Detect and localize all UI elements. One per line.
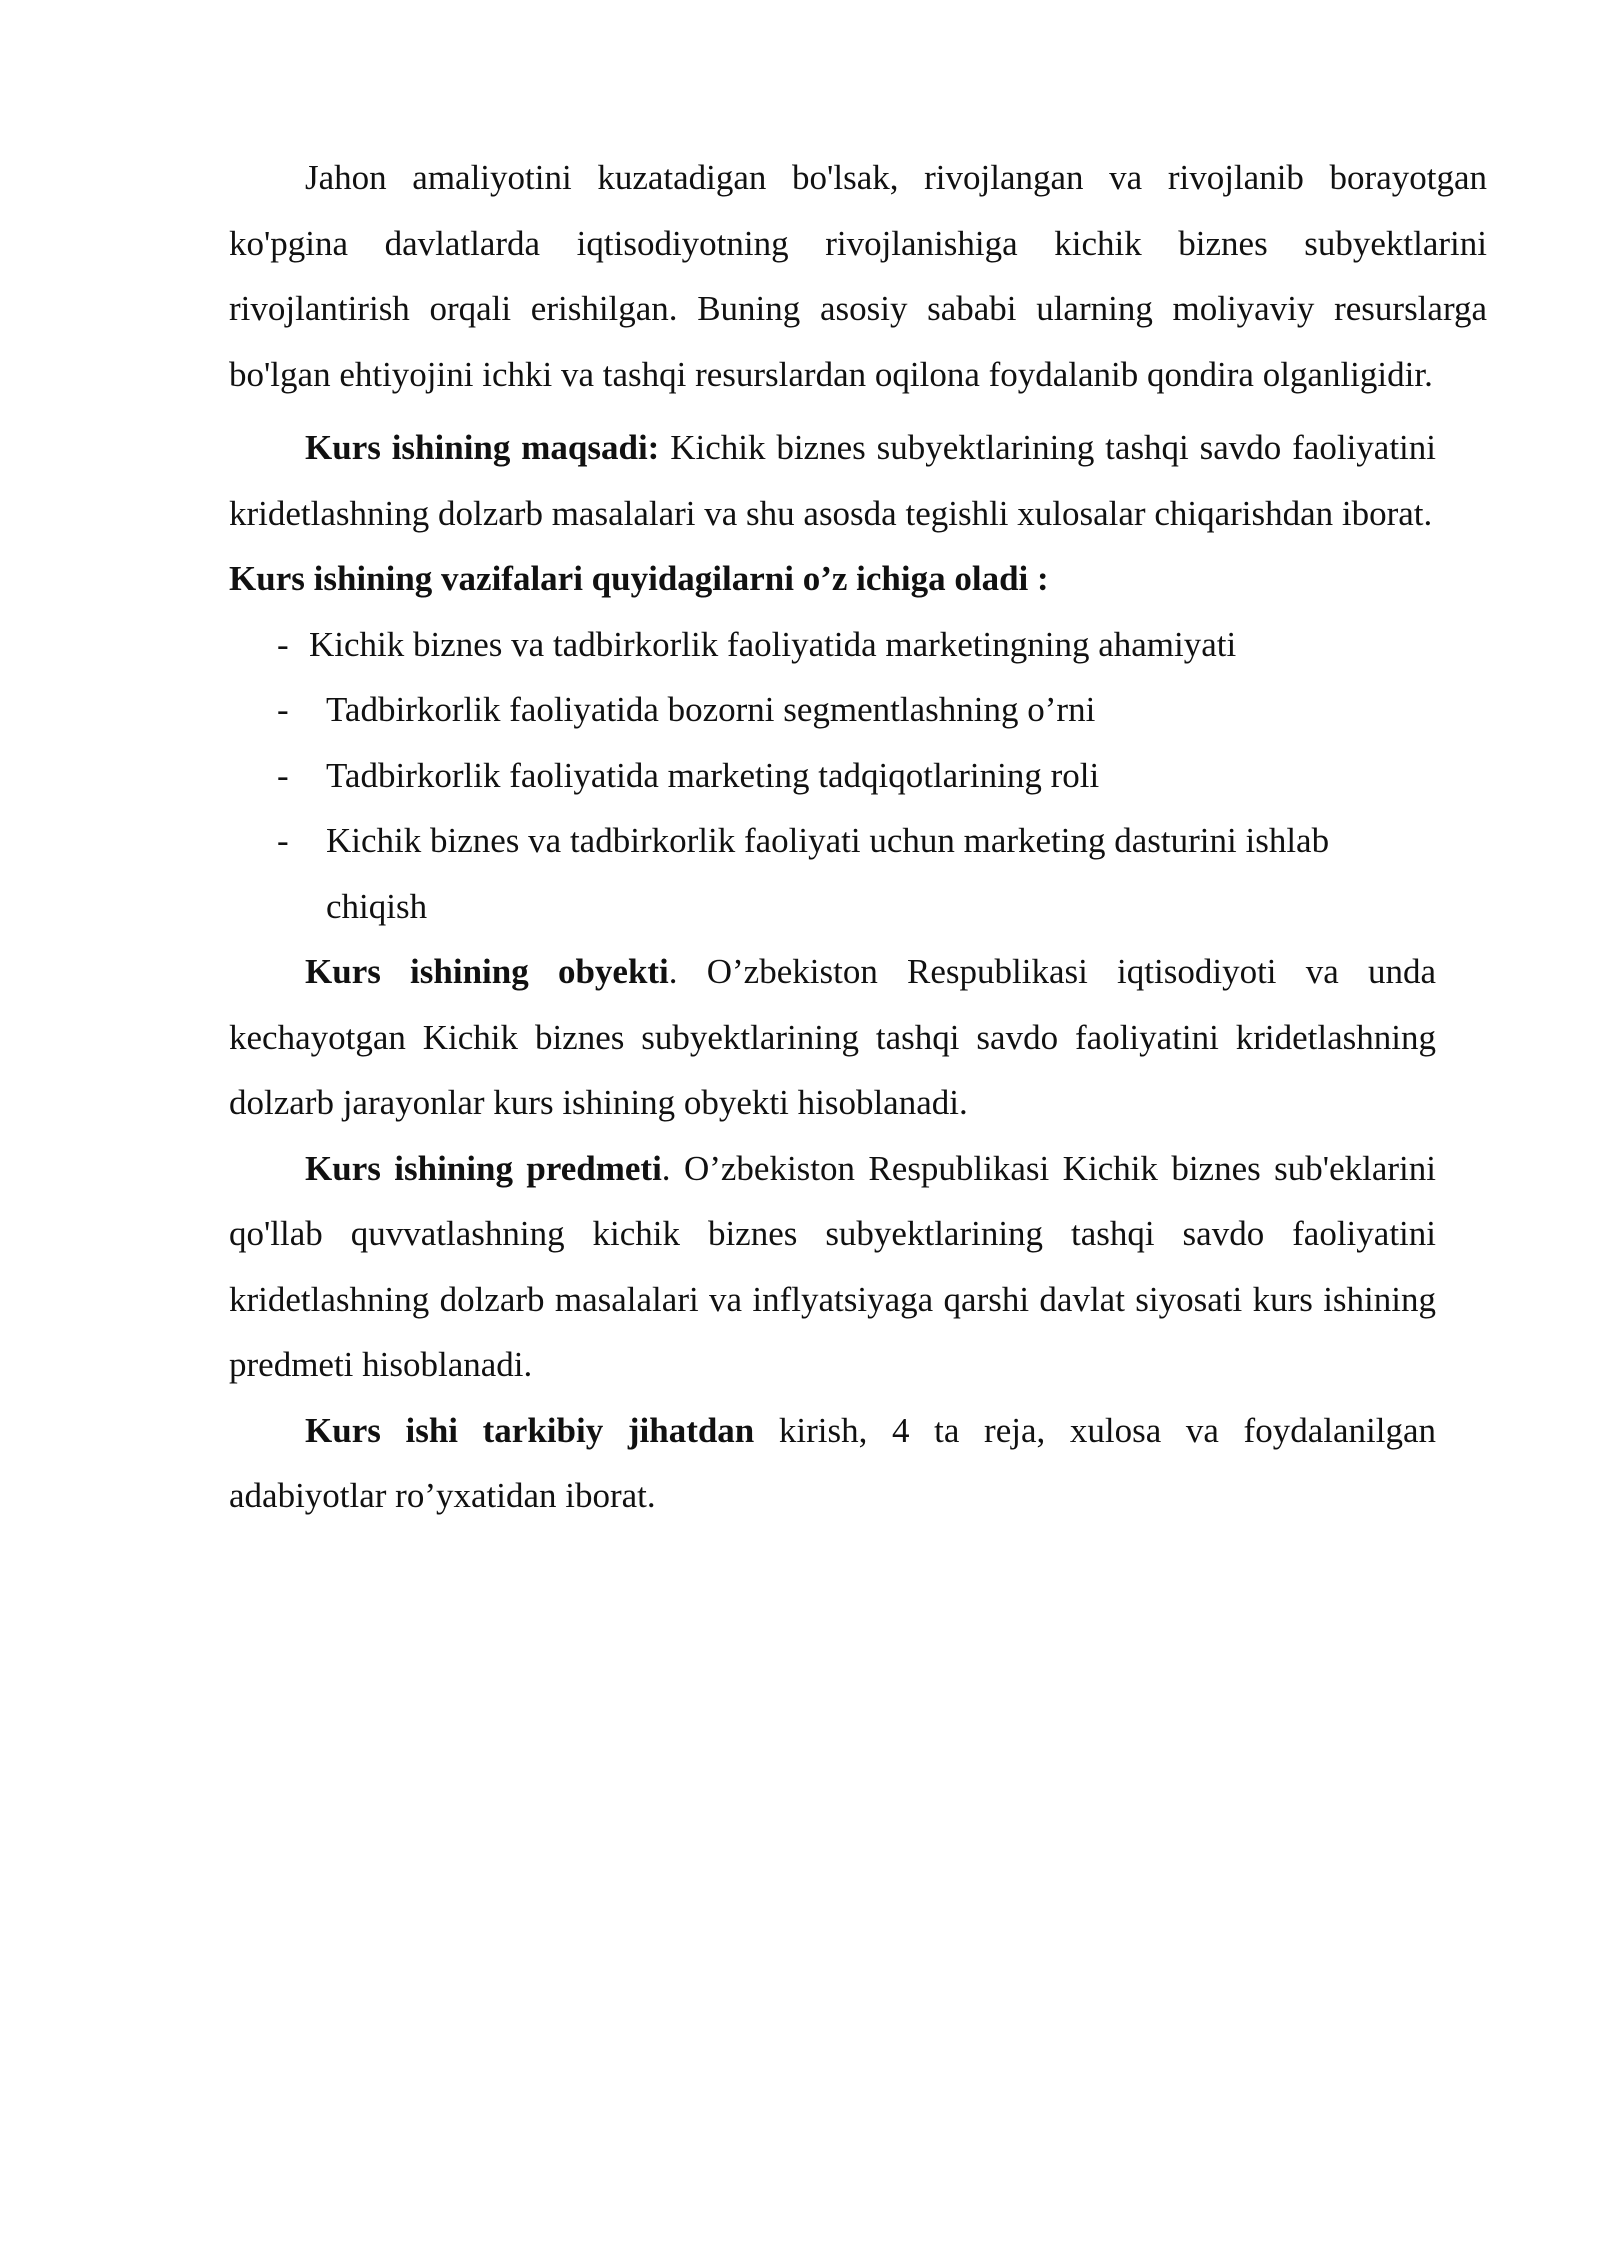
vazifalar-heading: Kurs ishining vazifalari quyidagilarni o’z ichiga oladi : xyxy=(229,559,1049,598)
tarkib-text: kirish, 4 ta reja, xulosa va foydalanilgan adabiyotlar ro’yxatidan iborat. xyxy=(229,1410,1436,1515)
predmet-paragraph xyxy=(229,1136,1436,1398)
list-item-text: Kichik biznes va tadbirkorlik faoliyati uchun marketing dasturini ishlab chiqish xyxy=(326,821,1330,926)
list-dash: - xyxy=(277,821,289,860)
predmet-text: . O’zbekiston Respublikasi Kichik biznes sub'eklarini qo'llab quvvatlashning kichik biznes subyektlarining tashqi savdo faoliyatini kridetlashning dolzarb masalalari va inflyatsiyaga qarshi davlat siyosati kurs ishining predmeti hisoblanadi. xyxy=(229,1148,1436,1384)
list-item xyxy=(229,677,1436,743)
list-item-text: Tadbirkorlik faoliyatida bozorni segmentlashning o’rni xyxy=(326,690,1096,729)
list-dash: - xyxy=(277,624,289,664)
list-item-text: Tadbirkorlik faoliyatida marketing tadqiqotlarining roli xyxy=(326,755,1100,795)
list-item xyxy=(229,612,1419,678)
list-dash: - xyxy=(277,690,289,729)
obyekt-label: Kurs ishining obyekti xyxy=(305,952,669,991)
intro-paragraph: Jahon amaliyotini kuzatadigan bo'lsak, rivojlangan va rivojlanib borayotgan ko'pgina davlatlarda iqtisodiyotning rivojlanishiga kichik biznes subyektlarini rivojlantirish orqali erishilgan. Buning asosiy sababi ularning moliyaviy resurslarga bo'lgan ehtiyojini ichki va tashqi resurslardan oqilona foydalanib qondira olganligidir. xyxy=(229,158,1487,394)
document-page xyxy=(229,145,1487,1529)
list-dash: - xyxy=(277,755,289,795)
predmet-label: Kurs ishining predmeti xyxy=(305,1148,662,1188)
list-item-text: Kichik biznes va tadbirkorlik faoliyatida marketingning ahamiyati xyxy=(309,624,1237,664)
tarkib-paragraph xyxy=(229,1398,1436,1529)
list-item xyxy=(229,808,1436,939)
maqsad-label: Kurs ishining maqsadi: xyxy=(305,428,660,467)
tarkib-label: Kurs ishi tarkibiy jihatdan xyxy=(305,1410,755,1450)
vazifalar-list xyxy=(229,612,1487,940)
maqsad-text: Kichik biznes subyektlarining tashqi savdo faoliyatini kridetlashning dolzarb masalalari va shu asosda tegishli xulosalar chiqarishdan iborat. xyxy=(229,428,1436,533)
maqsad-paragraph xyxy=(229,415,1436,546)
list-item xyxy=(229,743,1436,809)
obyekt-text: . O’zbekiston Respublikasi iqtisodiyoti va unda kechayotgan Kichik biznes subyektlarining tashqi savdo faoliyatini kridetlashning dolzarb jarayonlar kurs ishining obyekti hisoblanadi. xyxy=(229,952,1436,1122)
obyekt-paragraph xyxy=(229,939,1436,1136)
